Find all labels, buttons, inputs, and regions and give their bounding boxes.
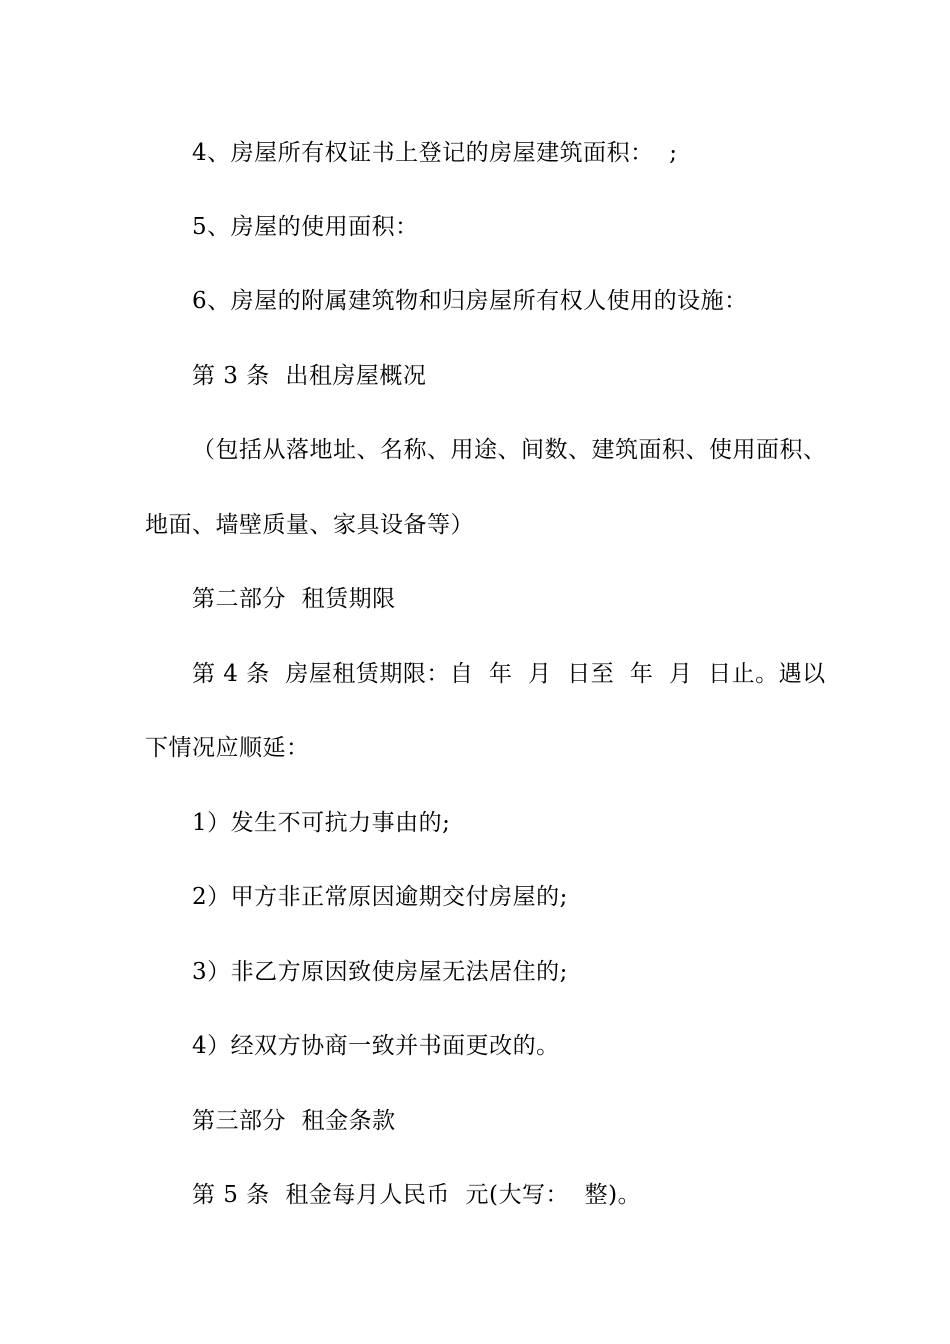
extension-condition-4: 4）经双方协商一致并书面更改的。 <box>192 1033 560 1059</box>
article-4-lease-term: 第 4 条 房屋租赁期限：自 年 月 日至 年 月 日止。遇以 <box>192 661 826 687</box>
part-3-heading: 第三部分 租金条款 <box>192 1108 396 1134</box>
article-3-description-continued: 地面、墙壁质量、家具设备等） <box>145 512 474 538</box>
extension-condition-2: 2）甲方非正常原因逾期交付房屋的; <box>192 884 568 910</box>
article-3-description: （包括从落地址、名称、用途、间数、建筑面积、使用面积、 <box>192 437 827 463</box>
extension-condition-1: 1）发生不可抗力事由的; <box>192 810 451 836</box>
clause-building-area: 4、房屋所有权证书上登记的房屋建筑面积： ; <box>192 140 678 166</box>
article-3-heading: 第 3 条 出租房屋概况 <box>192 363 427 389</box>
extension-condition-3: 3）非乙方原因致使房屋无法居住的; <box>192 959 568 985</box>
part-2-heading: 第二部分 租赁期限 <box>192 586 396 612</box>
clause-usable-area: 5、房屋的使用面积： <box>192 214 419 240</box>
article-4-lease-term-continued: 下情况应顺延： <box>145 735 310 761</box>
clause-ancillary-facilities: 6、房屋的附属建筑物和归房屋所有权人使用的设施： <box>192 288 748 314</box>
article-5-rent: 第 5 条 租金每月人民币 元(大写： 整)。 <box>192 1182 642 1208</box>
